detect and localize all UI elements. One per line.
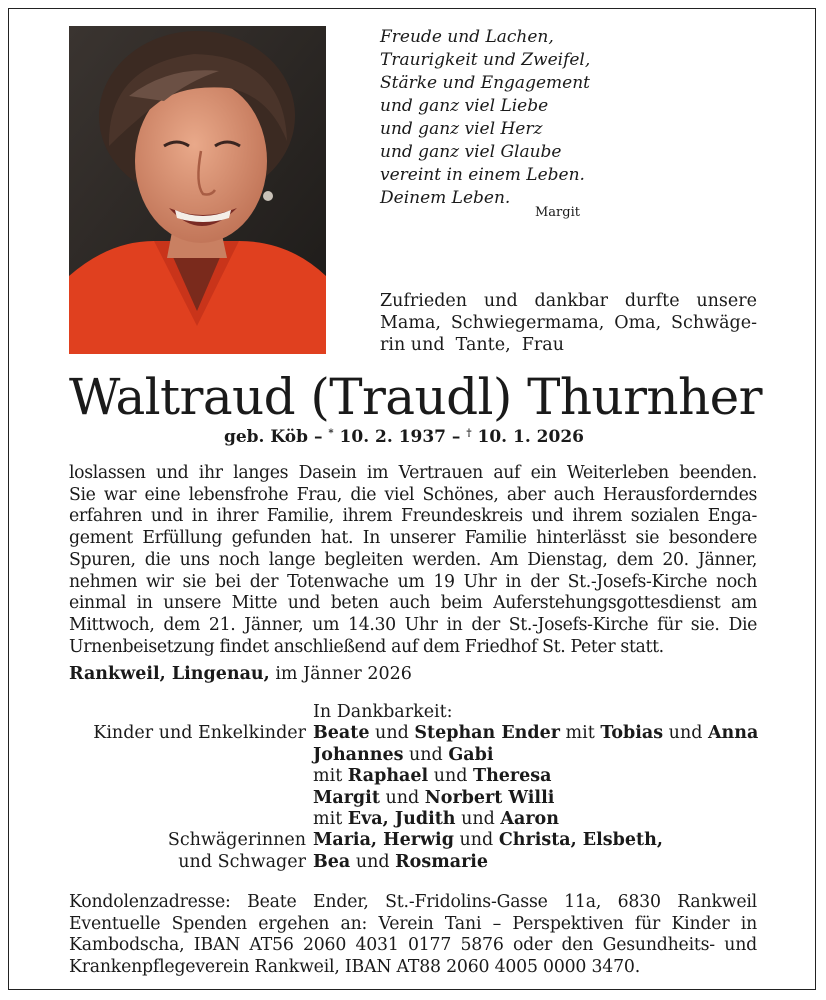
poem-line: Traurigkeit und Zweifel, [380, 50, 591, 70]
poem-line: Deinem Leben. [380, 188, 511, 208]
body-line: Mittwoch, dem 21. Jänner, um 14.30 Uhr in der St.-Josefs-Kirche für sie. Die [69, 614, 757, 635]
body-line: erfahren und in ihrer Familie, ihrem Freundeskreis und ihrem sozialen Enga- [69, 506, 757, 527]
deceased-name: Waltraud (Traudl) Thurnher [69, 368, 762, 426]
birth-date: 10. 2. 1937 [339, 427, 447, 447]
family-row [69, 852, 769, 873]
life-dates: geb. Köb – * 10. 2. 1937 – † 10. 1. 2026 [223, 427, 584, 447]
family-row-names: Johannes und Gabi [313, 744, 494, 765]
contact-line: Krankenpflegeverein Rankweil, IBAN AT88 2060 4005 0000 3470. [69, 957, 640, 978]
family-row [69, 809, 769, 830]
family-row-names: Bea und Rosmarie [313, 851, 489, 872]
family-heading: In Dankbarkeit: [313, 702, 453, 722]
poem-line: und ganz viel Glaube [380, 142, 562, 162]
family-row-label [69, 745, 313, 766]
birth-symbol: * [328, 428, 334, 439]
family-row-names: Maria, Herwig und Christa, Elsbeth, [313, 830, 663, 851]
family-row-names: Margit und Norbert Willi [313, 787, 555, 808]
family-row-names: mit Raphael und Theresa [313, 766, 552, 787]
poem-line: Stärke und Engagement [380, 73, 590, 93]
family-row-label: Kinder und Enkelkinder [93, 723, 306, 744]
obituary-body [69, 463, 757, 658]
poem-line: vereint in einem Leben. [380, 165, 585, 185]
death-date: 10. 1. 2026 [477, 427, 584, 447]
family-row-label [69, 788, 313, 809]
family-row [69, 830, 769, 851]
family-row [69, 766, 769, 787]
family-list [69, 702, 769, 873]
poem-line: und ganz viel Liebe [380, 96, 549, 116]
body-line: einmal in unsere Mitte und beten auch beim Auferstehungsgottesdienst am [69, 593, 757, 614]
portrait-photo [69, 26, 326, 354]
intro-line: Mama, Schwiegermama, Oma, Schwäge- [380, 313, 757, 333]
body-line: nehmen wir sie bei der Totenwache um 19 Uhr in der St.-Josefs-Kirche noch [69, 571, 757, 592]
portrait-illustration [69, 26, 326, 354]
poem-author: Margit [535, 205, 580, 220]
body-line: Spuren, die uns noch lange begleiten werden. Am Dienstag, dem 20. Jänner, [69, 549, 757, 570]
poem [380, 26, 590, 210]
family-row-label [69, 809, 313, 830]
place-towns: Rankweil, Lingenau, [69, 664, 270, 684]
body-line: gement Erfüllung gefunden hat. In unserer Familie hinterlässt sie besondere [69, 528, 757, 549]
family-row-names: Beate und Stephan Ender mit Tobias und Anna [313, 723, 759, 744]
contact-line: Eventuelle Spenden ergehen an: Verein Tani – Perspektiven für Kinder in [69, 913, 757, 934]
contact-line: Kambodscha, IBAN AT56 2060 4031 0177 5876 oder den Gesundheits- und [69, 935, 757, 956]
family-row-names: mit Eva, Judith und Aaron [313, 809, 559, 830]
place-month: im Jänner 2026 [269, 664, 412, 684]
body-line: loslassen und ihr langes Dasein im Vertrauen auf ein Weiterleben beenden. [69, 463, 757, 483]
birth-name: geb. Köb [223, 427, 309, 447]
family-row-label: Schwägerinnen [167, 830, 306, 851]
body-line: Urnenbeisetzung findet anschließend auf dem Friedhof St. Peter statt. [69, 636, 664, 657]
contact-info [69, 892, 757, 979]
contact-line: Kondolenzadresse: Beate Ender, St.-Fridolins-Gasse 11a, 6830 Rankweil [69, 892, 757, 912]
intro-text [380, 290, 757, 356]
place-date [69, 664, 412, 684]
intro-line: rin und Tante, Frau [380, 335, 564, 355]
family-row-label [69, 766, 313, 787]
poem-line: und ganz viel Herz [380, 119, 543, 139]
death-symbol: † [466, 428, 472, 439]
family-row [69, 745, 769, 766]
body-line: Sie war eine lebensfrohe Frau, die viel Schönes, aber auch Herausforderndes [69, 484, 757, 505]
intro-line: Zufrieden und dankbar durfte unsere [380, 291, 757, 311]
family-row [69, 788, 769, 809]
family-row [69, 723, 769, 744]
poem-line: Freude und Lachen, [380, 27, 554, 47]
family-row-label: und Schwager [178, 851, 306, 872]
